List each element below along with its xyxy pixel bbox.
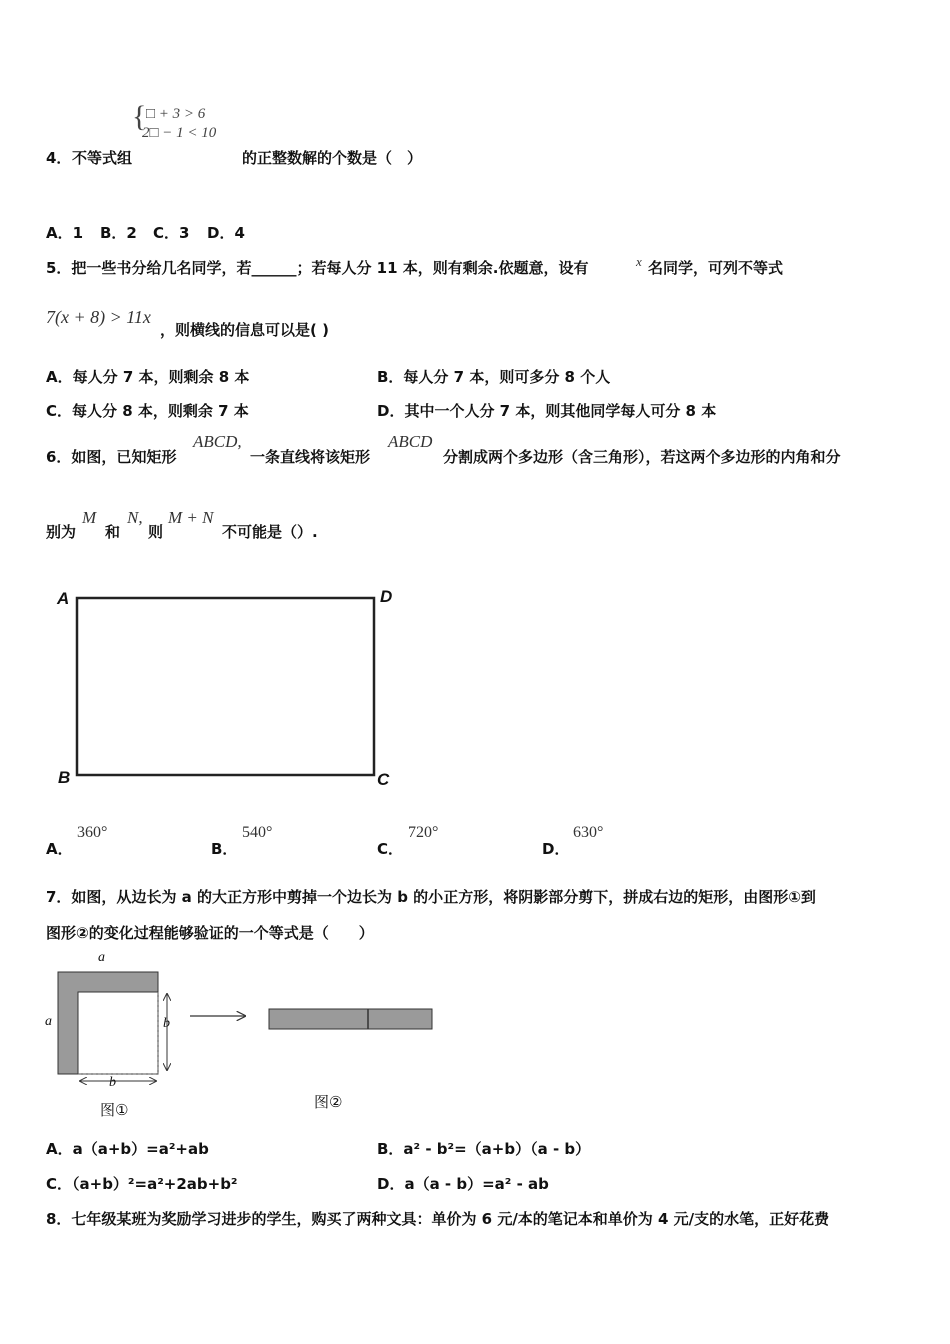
q5-text3: ，则横线的信息可以是( ) xyxy=(160,321,329,339)
q6-text-3: 分割成两个多边形（含三角形），若这两个多边形的内角和分 xyxy=(443,448,841,466)
corner-label-b: B xyxy=(58,768,71,787)
q6-option-a-value[interactable]: 360° xyxy=(77,824,108,841)
q6-abcd-2: ABCD xyxy=(388,432,433,451)
square-cut-figures xyxy=(40,950,460,1120)
square-cut-svg xyxy=(40,950,460,1120)
q4-system-line2: 2□ − 1 < 10 xyxy=(142,125,217,141)
q4-option-a[interactable]: A．1 xyxy=(46,224,84,242)
q6-text-2: 一条直线将该矩形 xyxy=(250,448,371,466)
rectangle-abcd xyxy=(77,598,374,775)
q6-option-c-letter[interactable]: C． xyxy=(377,840,404,858)
q5-var: x xyxy=(636,254,642,269)
q6-option-c-value[interactable]: 720° xyxy=(408,824,439,841)
q4-system-line1: □ + 3 > 6 xyxy=(146,106,206,122)
q5-option-c[interactable]: C．每人分 8 本，则剩余 7 本 xyxy=(46,402,249,420)
q6-text-1: 6．如图，已知矩形 xyxy=(46,448,177,466)
q6-option-b-value[interactable]: 540° xyxy=(242,824,273,841)
q6-m-plus-n: M + N xyxy=(168,508,214,527)
rectangle-abcd-svg xyxy=(55,585,405,795)
label-b-right: b xyxy=(163,1016,170,1031)
q8-line1: 8．七年级某班为奖励学习进步的学生，购买了两种文具：单价为 6 元/本的笔记本和单价为 4 元/支的水笔，正好花费 xyxy=(46,1210,830,1228)
q5-option-b[interactable]: B．每人分 7 本，则可多分 8 个人 xyxy=(377,368,611,386)
q7-line1: 7．如图，从边长为 a 的大正方形中剪掉一个边长为 b 的小正方形，将阴影部分剪下，拼成右边的矩形，由图形①到 xyxy=(46,888,816,906)
label-a-left: a xyxy=(45,1014,52,1029)
q5-option-a[interactable]: A．每人分 7 本，则剩余 8 本 xyxy=(46,368,250,386)
q6-text-6: 则 xyxy=(148,523,164,541)
q6-abcd-1: ABCD, xyxy=(193,432,242,451)
fig1-caption: 图① xyxy=(100,1101,129,1119)
q6-text-5: 和 xyxy=(105,523,121,541)
result-rectangle xyxy=(269,1009,432,1029)
q7-option-c[interactable]: C．（a+b）²=a²+2ab+b² xyxy=(46,1175,238,1193)
q6-text-7: 不可能是（）. xyxy=(222,523,318,541)
q6-option-b-letter[interactable]: B． xyxy=(211,840,238,858)
q4-suffix: 的正整数解的个数是（ ） xyxy=(242,149,423,167)
removed-small-square xyxy=(78,992,158,1074)
label-a-top: a xyxy=(98,950,105,965)
q7-option-a[interactable]: A．a（a+b）=a²+ab xyxy=(46,1140,209,1158)
q5-text2: 名同学，可列不等式 xyxy=(648,259,784,277)
q5-inequality: 7(x + 8) > 11x xyxy=(46,307,151,327)
q6-option-d-letter[interactable]: D． xyxy=(542,840,570,858)
q7-option-d[interactable]: D．a（a - b）=a² - ab xyxy=(377,1175,549,1193)
q4-option-b[interactable]: B．2 xyxy=(100,224,137,242)
q7-line2: 图形②的变化过程能够验证的一个等式是（ ） xyxy=(46,924,374,942)
q4-number: 4． xyxy=(46,149,72,167)
q6-m: M xyxy=(82,508,97,527)
label-b-bottom: b xyxy=(109,1075,116,1090)
q6-text-4: 别为 xyxy=(46,523,77,541)
q4-system-brace: { xyxy=(132,100,147,133)
q6-option-a-letter[interactable]: A． xyxy=(46,840,73,858)
fig2-caption: 图② xyxy=(314,1093,343,1111)
q4-option-c[interactable]: C．3 xyxy=(153,224,190,242)
q7-option-b[interactable]: B．a² - b²=（a+b）（a - b） xyxy=(377,1140,591,1158)
q5-option-d[interactable]: D．其中一个人分 7 本，则其他同学每人可分 8 本 xyxy=(377,402,717,420)
q4-prefix: 不等式组 xyxy=(72,149,133,167)
q4-option-d[interactable]: D．4 xyxy=(207,224,245,242)
rectangle-abcd-figure xyxy=(55,585,405,795)
corner-label-d: D xyxy=(380,587,393,606)
corner-label-a: A xyxy=(57,589,70,608)
q6-option-d-value[interactable]: 630° xyxy=(573,824,604,841)
q6-n: N, xyxy=(127,508,143,527)
corner-label-c: C xyxy=(377,770,390,789)
q5-text: 5．把一些书分给几名同学，若______；若每人分 11 本，则有剩余.依题意，设有 xyxy=(46,259,589,277)
